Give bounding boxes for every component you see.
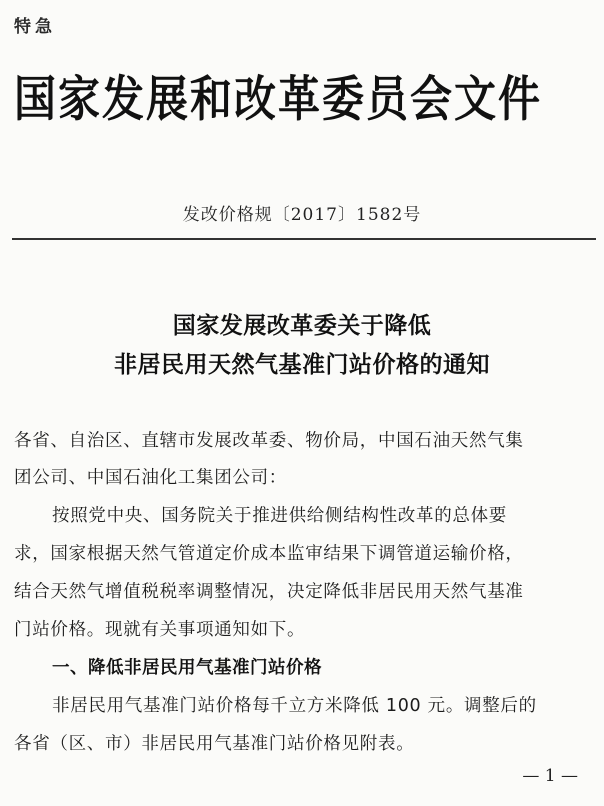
urgency-label: 特急 [14,17,56,37]
intro-paragraph-line-2: 求，国家根据天然气管道定价成本监审结果下调管道运输价格， [14,544,524,564]
intro-paragraph-line-3: 结合天然气增值税税率调整情况，决定降低非居民用天然气基准 [14,582,524,602]
notice-title-line-2: 非居民用天然气基准门站价格的通知 [114,352,490,378]
addressee-line-2: 团公司、中国石油化工集团公司： [14,468,287,488]
intro-paragraph-line-1: 按照党中央、国务院关于推进供给侧结构性改革的总体要 [52,506,507,526]
addressee-line-1: 各省、自治区、直辖市发展改革委、物价局，中国石油天然气集 [14,431,524,451]
section-1-line-2: 各省（区、市）非居民用气基准门站价格见附表。 [14,734,415,754]
page-number: — 1 — [522,766,578,786]
intro-paragraph-line-4: 门站价格。现就有关事项通知如下。 [14,620,306,640]
section-1-heading: 一、降低非居民用气基准门站价格 [52,658,322,678]
document-number: 发改价格规〔2017〕1582号 [182,205,422,225]
header-separator-line [12,238,596,240]
notice-title-line-1: 国家发展改革委关于降低 [172,313,432,339]
section-1-line-1: 非居民用气基准门站价格每千立方米降低 100 元。调整后的 [52,696,537,716]
document-masthead: 国家发展和改革委员会文件 [14,70,543,127]
